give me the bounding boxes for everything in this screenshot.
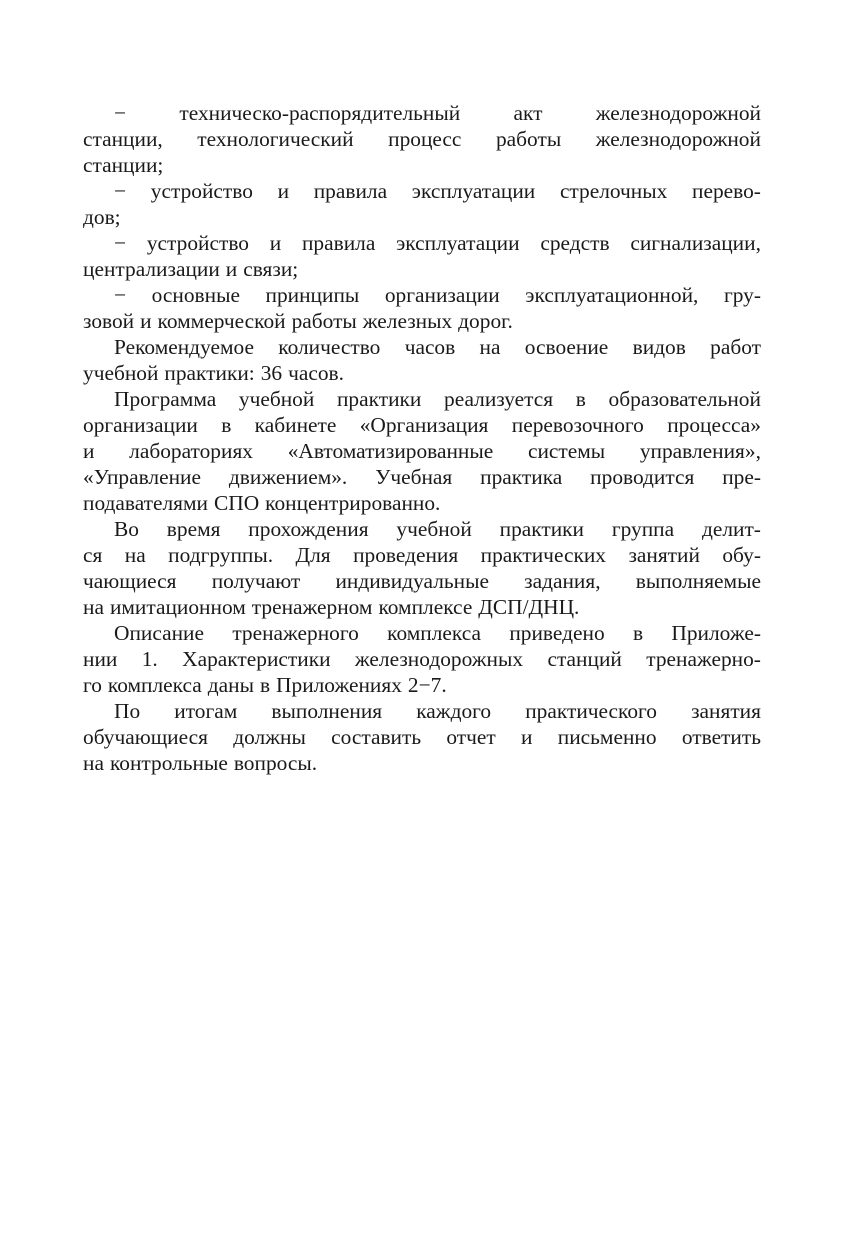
word: го: [83, 673, 102, 697]
text-line: [83, 672, 761, 698]
word: нии: [83, 647, 118, 671]
word: 1.: [141, 647, 158, 671]
word: −: [114, 101, 127, 125]
word: в: [259, 673, 271, 697]
word: практики: [336, 387, 422, 411]
word: организации: [83, 413, 198, 437]
word: и: [277, 179, 290, 203]
word: железных: [362, 309, 453, 333]
word: в: [632, 621, 644, 645]
word: перево-: [692, 179, 761, 203]
text-line: [83, 542, 761, 568]
word: количество: [278, 335, 381, 359]
word: «Организация: [359, 413, 489, 437]
word: зовой: [83, 309, 135, 333]
word: и: [83, 439, 95, 463]
word: практических: [480, 543, 606, 567]
word: кабинете: [254, 413, 337, 437]
word: на: [124, 543, 146, 567]
word: централизации: [83, 257, 220, 281]
text-line: [83, 204, 761, 230]
word: письменно: [557, 725, 657, 749]
text-line: [83, 516, 761, 542]
text-line: [83, 126, 761, 152]
word: правила: [301, 231, 376, 255]
word: контрольные: [109, 751, 228, 775]
text-line: [83, 178, 761, 204]
text-line: [83, 230, 761, 256]
word: Учебная: [375, 465, 453, 489]
text-line: [83, 750, 761, 776]
word: тренажерном: [251, 595, 373, 619]
word: делит-: [701, 517, 761, 541]
word: выполнения: [271, 699, 383, 723]
word: железнодорожных: [354, 647, 524, 671]
word: вопросы.: [233, 751, 318, 775]
text-line: [83, 282, 761, 308]
word: дов;: [83, 205, 121, 229]
word: практического: [525, 699, 657, 723]
word: СПО: [214, 491, 260, 515]
word: видов: [632, 335, 686, 359]
word: эксплуатационной,: [525, 283, 699, 307]
word: имитационном: [109, 595, 246, 619]
text-line: [83, 100, 761, 126]
word: −: [114, 283, 127, 307]
word: системы: [527, 439, 606, 463]
text-line: [83, 646, 761, 672]
word: основные: [151, 283, 240, 307]
word: подгруппы.: [168, 543, 274, 567]
text-line: [83, 152, 761, 178]
word: Описание: [114, 621, 204, 645]
word: эксплуатации: [396, 231, 520, 255]
word: станции;: [83, 153, 164, 177]
text-line: [83, 594, 761, 620]
word: учебной: [238, 387, 315, 411]
word: получают: [211, 569, 301, 593]
word: в: [221, 413, 232, 437]
text-line: [83, 308, 761, 334]
word: управления»,: [639, 439, 761, 463]
text-line: [83, 360, 761, 386]
word: занятия: [691, 699, 761, 723]
word: прохождения: [248, 517, 369, 541]
word: в: [575, 387, 586, 411]
word: лабораториях: [129, 439, 253, 463]
word: коммерческой: [157, 309, 286, 333]
word: группа: [611, 517, 675, 541]
text-line: [83, 724, 761, 750]
word: должны: [233, 725, 306, 749]
word: тренажерного: [232, 621, 359, 645]
word: железнодорожной: [595, 127, 761, 151]
word: учебной: [396, 517, 472, 541]
word: отчет: [446, 725, 496, 749]
text-line: [83, 490, 761, 516]
text-line: [83, 386, 761, 412]
word: 2−7.: [407, 673, 447, 697]
word: станции,: [83, 127, 163, 151]
word: пре-: [722, 465, 761, 489]
word: на: [83, 595, 104, 619]
word: Характеристики: [182, 647, 331, 671]
body-text: [83, 100, 761, 776]
word: на: [479, 335, 501, 359]
word: процесса»: [667, 413, 761, 437]
word: Во: [114, 517, 139, 541]
word: практики: [499, 517, 585, 541]
word: По: [114, 699, 141, 723]
word: устройство: [150, 179, 253, 203]
word: реализуется: [444, 387, 554, 411]
word: практика: [480, 465, 563, 489]
word: эксплуатации: [411, 179, 536, 203]
word: −: [114, 231, 127, 255]
word: составить: [331, 725, 422, 749]
word: ответить: [681, 725, 761, 749]
word: практики:: [164, 361, 255, 385]
text-line: [83, 438, 761, 464]
word: Рекомендуемое: [114, 335, 254, 359]
word: процесс: [388, 127, 462, 151]
word: приведено: [509, 621, 605, 645]
word: акт: [513, 101, 543, 125]
word: Приложениях: [276, 673, 402, 697]
word: итогам: [174, 699, 238, 723]
word: тренажерно-: [646, 647, 761, 671]
word: проведения: [353, 543, 459, 567]
word: обу-: [722, 543, 761, 567]
word: Для: [295, 543, 331, 567]
word: связи;: [243, 257, 299, 281]
word: учебной: [83, 361, 159, 385]
word: Приложе-: [671, 621, 761, 645]
word: организации: [384, 283, 500, 307]
word: каждого: [416, 699, 492, 723]
word: комплекса: [107, 673, 202, 697]
word: работ: [710, 335, 761, 359]
word: ся: [83, 543, 103, 567]
word: перевозочного: [511, 413, 644, 437]
word: техническо-распорядительный: [179, 101, 461, 125]
text-line: [83, 568, 761, 594]
word: работы: [291, 309, 357, 333]
text-line: [83, 464, 761, 490]
word: часов: [404, 335, 456, 359]
word: средств: [540, 231, 610, 255]
word: ДСП/ДНЦ.: [478, 595, 580, 619]
word: правила: [313, 179, 388, 203]
word: образовательной: [608, 387, 761, 411]
word: выполняемые: [635, 569, 761, 593]
word: гру-: [723, 283, 761, 307]
word: 36: [260, 361, 283, 385]
word: и: [521, 725, 533, 749]
word: освоение: [524, 335, 609, 359]
text-line: [83, 412, 761, 438]
word: концентрированно.: [265, 491, 441, 515]
word: время: [166, 517, 221, 541]
word: обучающиеся: [83, 725, 208, 749]
word: технологический: [197, 127, 354, 151]
word: движением».: [228, 465, 348, 489]
word: станций: [547, 647, 622, 671]
word: сигнализации,: [630, 231, 761, 255]
text-line: [83, 334, 761, 360]
text-line: [83, 698, 761, 724]
word: железнодорожной: [595, 101, 761, 125]
word: устройство: [146, 231, 249, 255]
word: и: [269, 231, 282, 255]
word: на: [83, 751, 104, 775]
word: принципы: [265, 283, 360, 307]
word: −: [114, 179, 127, 203]
word: «Автоматизированные: [287, 439, 494, 463]
word: задания,: [524, 569, 601, 593]
word: индивидуальные: [335, 569, 489, 593]
word: работы: [495, 127, 562, 151]
word: подавателями: [83, 491, 209, 515]
word: чающиеся: [83, 569, 177, 593]
word: комплексе: [378, 595, 473, 619]
word: «Управление: [83, 465, 201, 489]
word: дорог.: [458, 309, 513, 333]
word: комплекса: [387, 621, 482, 645]
word: Программа: [114, 387, 217, 411]
text-line: [83, 256, 761, 282]
text-line: [83, 620, 761, 646]
word: даны: [207, 673, 254, 697]
word: и: [140, 309, 152, 333]
word: часов.: [288, 361, 344, 385]
word: проводится: [590, 465, 695, 489]
word: и: [225, 257, 238, 281]
word: стрелочных: [559, 179, 668, 203]
word: занятий: [628, 543, 700, 567]
